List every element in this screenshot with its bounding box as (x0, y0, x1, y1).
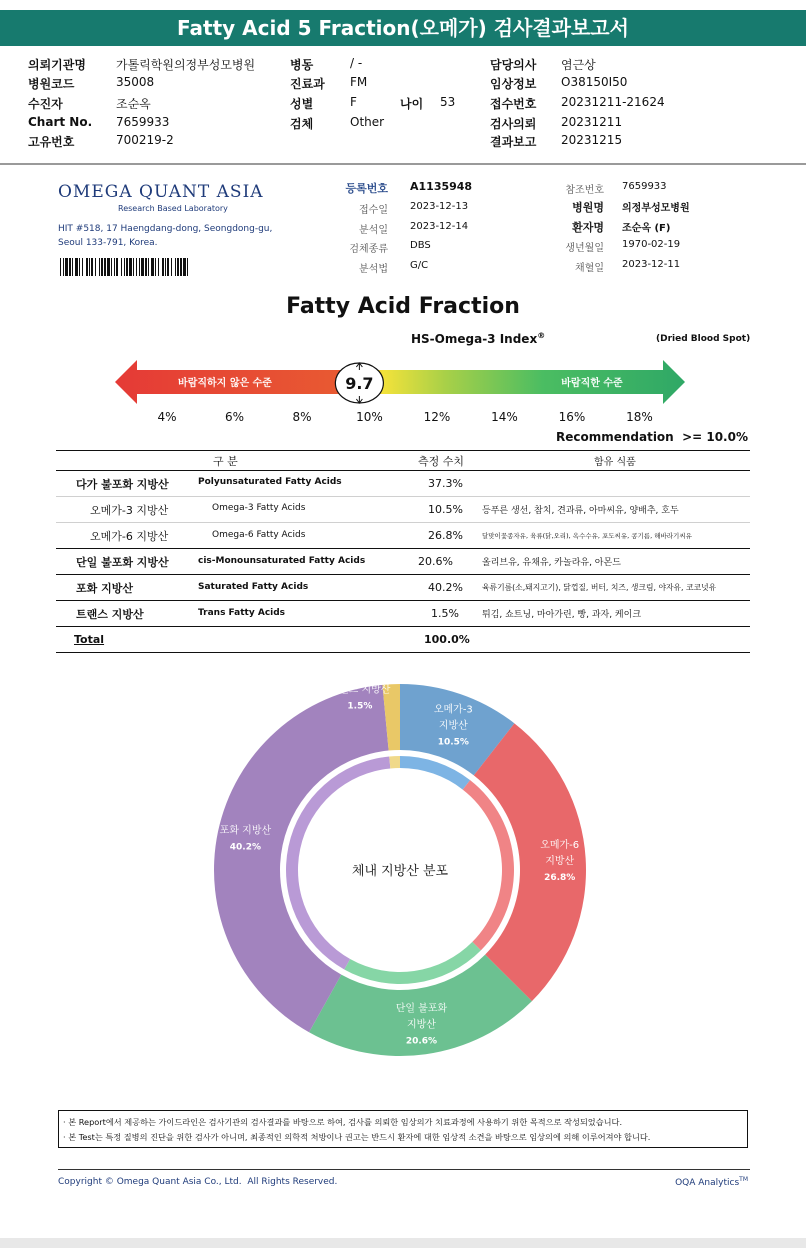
row-trans-en: Trans Fatty Acids (198, 608, 286, 618)
barcode-bar (145, 258, 147, 276)
report-title: Fatty Acid 5 Fraction(오메가) 검사결과보고서 (0, 10, 806, 46)
notes-box (58, 1110, 748, 1148)
fraction-title: Fatty Acid Fraction (286, 294, 520, 319)
barcode-bar (158, 258, 159, 276)
good-level-label: 바람직한 수준 (561, 378, 623, 389)
age-label: 나이 (400, 97, 424, 111)
barcode-bar (187, 258, 188, 276)
barcode-bar (95, 258, 96, 276)
row-trans-value: 1.5% (431, 607, 459, 620)
donut-slice-label: 지방산 (438, 720, 468, 732)
ward-value: / - (350, 56, 363, 70)
receipt-date-label: 접수일 (359, 205, 388, 216)
dried-blood-spot: (Dried Blood Spot) (656, 334, 751, 344)
analysis-date-label: 분석일 (359, 225, 388, 236)
barcode-bar (129, 258, 132, 276)
donut-center-title: 체내 지방산 분포 (351, 864, 449, 879)
barcode (60, 258, 190, 276)
barcode-bar (63, 258, 64, 276)
patient-value: 조순옥 (F) (622, 223, 671, 234)
receipt-no-value: 20231211-21624 (561, 95, 665, 109)
donut-slice-percent: 10.5% (437, 737, 469, 748)
row-mufa-kr: 단일 불포화 지방산 (76, 556, 169, 569)
row-mufa-en: cis-Monounsaturated Fatty Acids (198, 556, 366, 566)
gauge-value-marker (335, 363, 383, 403)
patient-header (0, 52, 806, 160)
donut-slice-label: 포화 지방산 (219, 825, 272, 837)
sex-label: 성별 (290, 97, 314, 111)
row-sfa-en: Saturated Fatty Acids (198, 582, 309, 592)
ward-label: 병동 (290, 58, 314, 72)
doctor-label: 담당의사 (490, 58, 537, 72)
row-pufa-value: 37.3% (428, 477, 463, 490)
doctor-value: 염근상 (561, 58, 596, 72)
receipt-no-label: 접수번호 (490, 97, 537, 111)
ref-no-value: 7659933 (622, 181, 667, 192)
col-value-header: 측정 수치 (418, 455, 465, 468)
barcode-bar (104, 258, 106, 276)
analysis-date-value: 2023-12-14 (410, 221, 469, 232)
gauge-tick-label: 8% (292, 410, 312, 424)
footer-brand (675, 1176, 748, 1188)
department-label: 진료과 (290, 77, 325, 91)
row-omega3-value: 10.5% (428, 503, 463, 516)
row-omega6-kr: 오메가-6 지방산 (90, 530, 169, 543)
barcode-bar (180, 258, 182, 276)
barcode-bar (183, 258, 186, 276)
sex-value: F (350, 95, 357, 109)
barcode-bar (167, 258, 169, 276)
donut-slice-label: 지방산 (545, 855, 575, 867)
unique-no-value: 700219-2 (116, 133, 174, 147)
page-bottom-band (0, 1238, 806, 1248)
barcode-bar (124, 258, 125, 276)
footer-brand-text: OQA Analytics (675, 1178, 740, 1188)
bad-level-label: 바람직하지 않은 수준 (178, 378, 272, 389)
request-date-value: 20231211 (561, 115, 623, 129)
row-trans-kr: 트랜스 지방산 (76, 608, 144, 621)
row-omega3-foods: 등푸른 생선, 참치, 견과류, 아마씨유, 양배추, 호두 (482, 506, 679, 516)
donut-outer-slice (214, 685, 389, 1032)
barcode-bar (114, 258, 115, 276)
row-omega3-en: Omega-3 Fatty Acids (212, 503, 306, 513)
unique-no-label: 고유번호 (28, 135, 75, 149)
hospital-label: 병원명 (572, 201, 604, 214)
barcode-bar (155, 258, 156, 276)
gauge-tick-label: 16% (558, 410, 586, 424)
barcode-bar (136, 258, 137, 276)
hospital-code-label: 병원코드 (28, 77, 75, 91)
specimen-value: Other (350, 115, 385, 129)
lab-info-right (540, 178, 760, 278)
donut-slice-label: 트랜스 지방산 (329, 684, 391, 696)
col-category-header: 구 분 (213, 455, 238, 468)
row-trans-foods: 튀김, 쇼트닝, 마아가린, 빵, 과자, 케이크 (482, 610, 642, 620)
omega-index-title-text: HS-Omega-3 Index (411, 332, 538, 346)
barcode-bar (101, 258, 103, 276)
donut-slice-label: 지방산 (406, 1019, 436, 1031)
request-date-label: 검사의뢰 (490, 117, 537, 131)
omega-index-title (411, 331, 545, 346)
barcode-bar (116, 258, 118, 276)
footer-divider (58, 1169, 750, 1170)
lab-logo-subtitle: Research Based Laboratory (118, 204, 228, 213)
col-foods-header: 함유 식품 (594, 457, 636, 468)
row-sfa-value: 40.2% (428, 581, 463, 594)
row-mufa-foods: 올리브유, 유채유, 카놀라유, 아몬드 (482, 558, 621, 568)
note-line-1: · 본 Report에서 제공하는 가이드라인은 검사기관의 검사결과를 바탕으로 하여, 검사를 의뢰한 임상의가 치료과정에 사용하기 위한 목적으로 작성되었습니다. (63, 1117, 623, 1127)
donut-slice-percent: 1.5% (347, 701, 373, 712)
gauge-tick-label: 14% (491, 410, 518, 424)
patient-name-value: 조순옥 (116, 97, 151, 111)
method-label: 분석법 (359, 264, 388, 275)
total-value: 100.0% (424, 633, 470, 646)
registered-mark: ® (537, 331, 546, 340)
gauge-tick-label: 12% (423, 410, 451, 424)
barcode-bar (139, 258, 140, 276)
header-divider (0, 163, 806, 165)
barcode-bar (91, 258, 93, 276)
hospital-name-value: 가톨릭학원의정부성모병원 (116, 58, 256, 72)
barcode-bar (60, 258, 61, 276)
barcode-bar (79, 258, 80, 276)
lab-info-left (330, 178, 530, 278)
barcode-bar (171, 258, 172, 276)
age-value: 53 (440, 95, 456, 109)
specimen-label: 검체 (290, 117, 314, 131)
barcode-bar (151, 258, 154, 276)
lab-logo (58, 182, 264, 213)
birth-date-label: 생년월일 (565, 243, 604, 254)
barcode-bar (65, 258, 68, 276)
lab-address-line2: Seoul 133-791, Korea. (58, 238, 158, 248)
receipt-date-value: 2023-12-13 (410, 201, 469, 212)
reg-no-value: A1135948 (410, 180, 473, 193)
omega-index-gauge (115, 358, 690, 408)
barcode-bar (69, 258, 71, 276)
donut-slice-percent: 40.2% (229, 842, 262, 853)
report-date-value: 20231215 (561, 133, 623, 147)
sample-type-value: DBS (410, 240, 431, 251)
note-line-2: · 본 Test는 특정 질병의 진단을 위한 검사가 아니며, 최종적인 의학적 처방이나 권고는 반드시 환자에 대한 임상적 소견을 바탕으로 임상의에 의해 이루어져야 합니다. (63, 1132, 651, 1142)
gauge-tick-label: 18% (626, 410, 653, 424)
row-pufa-en: Polyunsaturated Fatty Acids (198, 477, 342, 487)
sample-type-label: 검체종류 (349, 244, 388, 255)
barcode-bar (75, 258, 78, 276)
row-mufa-value: 20.6% (418, 555, 453, 568)
barcode-bar (82, 258, 83, 276)
barcode-bar (86, 258, 88, 276)
reg-no-label: 등록번호 (345, 182, 388, 195)
barcode-bar (107, 258, 110, 276)
lab-logo-text: OMEGA QUANT ASIA (58, 182, 264, 202)
donut-slice-label: 단일 불포화 (395, 1003, 448, 1015)
row-omega6-en: Omega-6 Fatty Acids (212, 530, 306, 540)
fatty-acid-table (56, 450, 750, 655)
barcode-bar (89, 258, 90, 276)
barcode-bar (175, 258, 176, 276)
gauge-value-text: 9.7 (345, 374, 374, 393)
lab-address-line1: HIT #518, 17 Haengdang-dong, Seongdong-gu, (58, 224, 273, 234)
hospital-name-label: 의뢰기관명 (28, 58, 86, 72)
total-label: Total (74, 633, 105, 646)
ref-no-label: 참조번호 (565, 185, 604, 196)
report-date-label: 결과보고 (490, 135, 537, 149)
patient-name-label: 수진자 (28, 97, 63, 111)
trademark: TM (739, 1176, 748, 1183)
barcode-bar (133, 258, 134, 276)
row-omega6-foods: 달맞이꽃종자유, 육류(닭,오리), 옥수수유, 포도씨유, 콩기름, 해바라기씨유 (482, 532, 692, 540)
recommendation: Recommendation >= 10.0% (555, 430, 748, 444)
donut-slice-percent: 26.8% (544, 872, 576, 883)
barcode-bar (111, 258, 112, 276)
barcode-bar (99, 258, 100, 276)
collection-date-label: 채혈일 (575, 263, 604, 274)
gauge-tick-label: 4% (157, 410, 177, 424)
gauge-ticks (0, 410, 806, 426)
donut-slice-label: 오메가-3 (433, 704, 473, 716)
row-pufa-kr: 다가 불포화 지방산 (76, 478, 169, 491)
chart-no-value: 7659933 (116, 115, 170, 129)
donut-slice-percent: 20.6% (405, 1036, 438, 1047)
barcode-bar (121, 258, 122, 276)
barcode-bar (148, 258, 149, 276)
barcode-bar (162, 258, 164, 276)
collection-date-value: 2023-12-11 (622, 259, 681, 270)
birth-date-value: 1970-02-19 (622, 239, 681, 250)
barcode-bar (72, 258, 73, 276)
row-omega3-kr: 오메가-3 지방산 (90, 504, 169, 517)
hospital-code-value: 35008 (116, 75, 155, 89)
donut-slice-label: 오메가-6 (540, 839, 580, 851)
copyright: Copyright © Omega Quant Asia Co., Ltd. All Rights Reserved. (58, 1177, 338, 1187)
row-sfa-kr: 포화 지방산 (76, 582, 133, 595)
clinical-info-label: 임상정보 (490, 77, 537, 91)
gauge-tick-label: 6% (224, 410, 245, 424)
row-omega6-value: 26.8% (428, 529, 463, 542)
hospital-value: 의정부성모병원 (622, 203, 690, 214)
department-value: FM (350, 75, 368, 89)
gauge-tick-label: 10% (356, 410, 383, 424)
barcode-bar (126, 258, 128, 276)
barcode-bar (165, 258, 166, 276)
chart-no-label: Chart No. (28, 115, 93, 129)
method-value: G/C (410, 260, 429, 271)
patient-label: 환자명 (572, 221, 604, 234)
row-sfa-foods: 육류기름(소,돼지고기), 닭껍질, 버터, 치즈, 생크림, 야자유, 코코넛유 (482, 583, 717, 592)
barcode-bar (177, 258, 179, 276)
donut-inner-slice (389, 756, 400, 768)
barcode-bar (141, 258, 144, 276)
clinical-info-value: O38150I50 (561, 75, 628, 89)
